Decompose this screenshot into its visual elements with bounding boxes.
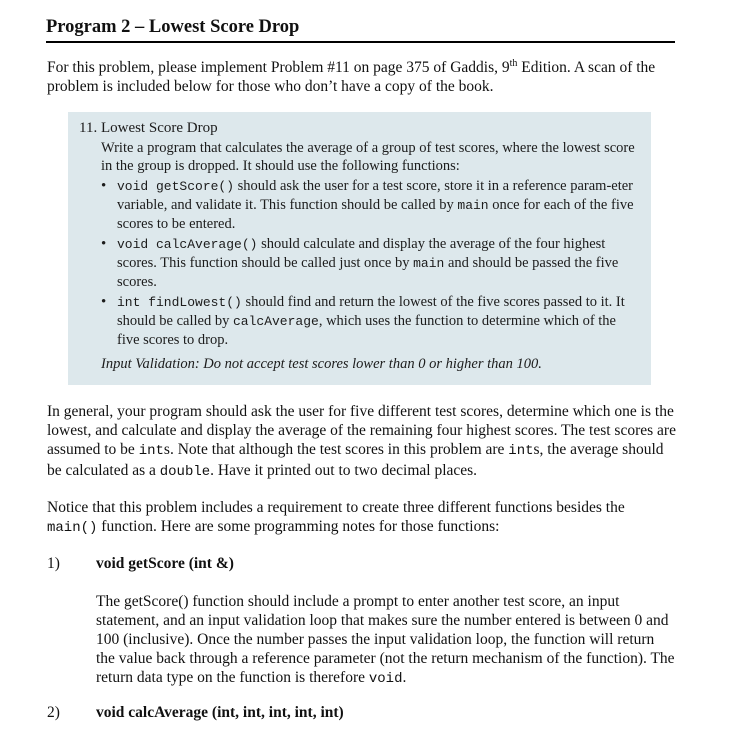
paragraph-text: function. Here are some programming notes for those functions:: [97, 518, 500, 535]
bullet-text: should ask the user for a test score, store it in a reference param-eter variable, and validate it. This function should be called by: [117, 178, 634, 213]
page-title: Program 2 – Lowest Score Drop: [46, 14, 675, 43]
bullet-text: , which uses the function to determine which of the five scores to drop.: [117, 313, 616, 348]
inline-code: main(): [47, 520, 98, 536]
inline-code: int: [138, 443, 164, 459]
paragraph-text: s. Note that although the test scores in this problem are: [163, 441, 509, 458]
item-heading: void calcAverage (int, int, int, int, int): [96, 704, 344, 721]
bullet-text: and should be passed the five scores.: [117, 255, 619, 290]
general-paragraph: [47, 402, 677, 482]
inline-code: void: [368, 671, 403, 687]
scan-description: Write a program that calculates the average of a group of test scores, where the lowest score in the group is dropped. It should use the following functions:: [101, 140, 635, 174]
inline-code: int: [508, 443, 534, 459]
scan-heading: 11. Lowest Score Drop: [79, 120, 218, 136]
bullet-code: main: [457, 198, 489, 213]
paragraph-text: Notice that this problem includes a requirement to create three different functions besides the: [47, 499, 625, 516]
inline-code: double: [159, 464, 211, 480]
intro-superscript: th: [509, 57, 518, 69]
bullet-code: calcAverage: [232, 314, 319, 329]
bullet-icon: •: [101, 178, 107, 194]
input-validation-note: Input Validation: Do not accept test scores lower than 0 or higher than 100.: [101, 356, 542, 372]
intro-text: For this problem, please implement Problem #11 on page 375 of Gaddis, 9: [47, 59, 510, 76]
bullet-code: int findLowest(): [117, 295, 242, 310]
bullet-text: should calculate and display the average of the four highest scores. This function should be called just once by: [117, 236, 606, 271]
notice-paragraph: [47, 498, 677, 538]
paragraph-text: The getScore() function should include a prompt to enter another test score, an input statement, and an input validation loop that makes sure the number entered is between 0 and 100 (inclusive). Once the number passes the input validation loop, the function will return the value back through a reference parameter (not the return mechanism of the function). The return data type on the function is therefore: [96, 593, 675, 686]
paragraph-text: In general, your program should ask the user for five different test scores, determine which one is the lowest, and calculate and display the average of the remaining four highest scores. The test scores are assumed to be: [47, 403, 676, 458]
item-heading: void getScore (int &): [96, 555, 234, 572]
item-number: 1): [47, 555, 60, 572]
intro-paragraph: [47, 58, 677, 96]
bullet-text: once for each of the five scores to be entered.: [117, 197, 634, 232]
book-scan: [68, 112, 651, 385]
getscore-paragraph: [96, 592, 676, 689]
bullet-code: void calcAverage(): [117, 237, 258, 252]
bullet-code: void getScore(): [117, 179, 235, 194]
paragraph-text: .: [402, 669, 407, 686]
bullet-code: main: [413, 256, 445, 271]
paragraph-text: s, the average should be calculated as a: [47, 441, 664, 479]
intro-text-end: Edition. A scan of the problem is included below for those who don’t have a copy of the book.: [47, 59, 656, 95]
paragraph-text: . Have it printed out to two decimal places.: [210, 462, 478, 479]
item-number: 2): [47, 704, 60, 721]
bullet-icon: •: [101, 294, 107, 310]
scan-bullet: [101, 177, 639, 233]
scan-bullet: [101, 235, 639, 291]
bullet-text: should find and return the lowest of the five scores passed to it. It should be called by: [117, 294, 625, 329]
bullet-icon: •: [101, 236, 107, 252]
scan-bullet: [101, 293, 639, 349]
